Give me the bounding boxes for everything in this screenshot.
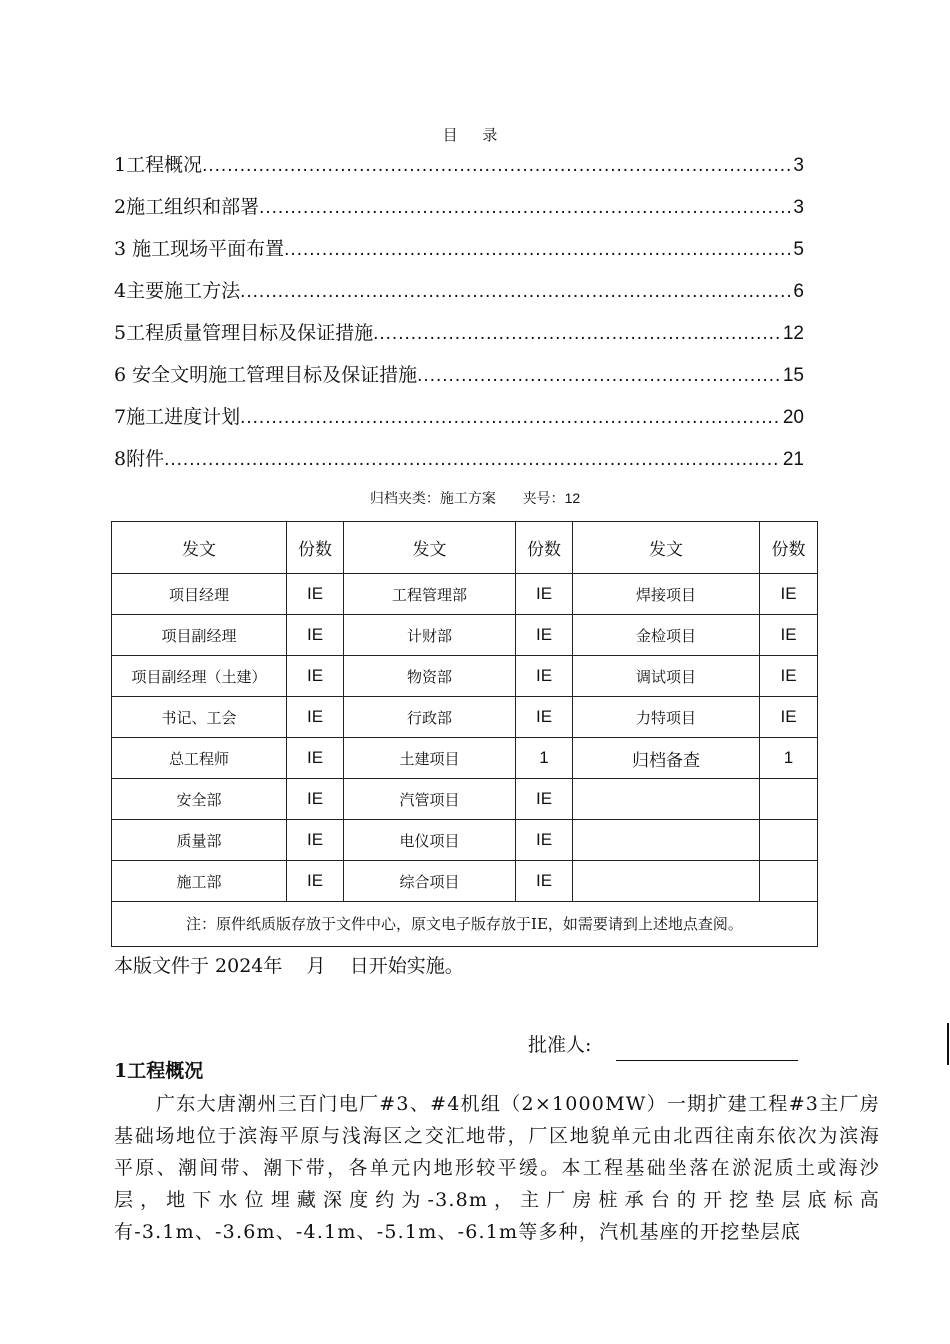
- copies-cell: IE: [287, 615, 344, 656]
- toc-entry[interactable]: [114, 234, 804, 276]
- copies-cell: 1: [516, 738, 573, 779]
- recipient-cell: [573, 820, 760, 861]
- toc-entry-page: 5: [793, 239, 804, 260]
- copies-cell: IE: [516, 615, 573, 656]
- toc-leader: [259, 193, 791, 223]
- toc-entry[interactable]: [114, 276, 804, 318]
- table-header-row: [112, 522, 818, 574]
- copies-cell: 1: [760, 738, 818, 779]
- section-paragraph: 广东大唐潮州三百门电厂#3、#4机组（2×1000MW）一期扩建工程#3主厂房基础场地位于滨海平原与浅海区之交汇地带，厂区地貌单元由北西往南东依次为滨海平原、潮间带、潮下带，各单元内地形较平缓。本工程基础坐落在淤泥质土或海沙层，地下水位埋藏深度约为-3.8m，主厂房桩承台的开挖垫层底标高有-3.1m、-3.6m、-4.1m、-5.1m、-6.1m等多种，汽机基座的开挖垫层底: [114, 1093, 880, 1243]
- toc-entry-label: 8附件: [114, 448, 165, 470]
- column-header: 发文: [112, 522, 287, 574]
- archive-category: 归档夹类：施工方案: [369, 491, 496, 507]
- copies-cell: IE: [516, 820, 573, 861]
- toc-leader: [284, 235, 791, 265]
- toc-leader: [240, 403, 781, 433]
- archive-folder-number: 12: [564, 490, 581, 506]
- toc-entry-label: 3 施工现场平面布置: [114, 238, 285, 260]
- toc-entry-page: 20: [782, 407, 804, 428]
- approval-label: 批准人:: [528, 1034, 592, 1056]
- recipient-cell: 项目副经理: [112, 615, 287, 656]
- archive-info: [0, 488, 950, 508]
- copies-cell: IE: [287, 738, 344, 779]
- recipient-cell: 电仪项目: [344, 820, 516, 861]
- recipient-cell: 力特项目: [573, 697, 760, 738]
- table-row: [112, 656, 818, 697]
- toc-entry-label: 4主要施工方法: [114, 280, 241, 302]
- recipient-cell: 综合项目: [344, 861, 516, 902]
- toc-entry-label: 1工程概况: [114, 154, 203, 176]
- copies-cell: IE: [287, 820, 344, 861]
- toc-leader: [164, 445, 781, 475]
- toc-entry-page: 6: [793, 281, 804, 302]
- toc-entry-page: 21: [782, 449, 804, 470]
- copies-cell: IE: [287, 779, 344, 820]
- recipient-cell: 土建项目: [344, 738, 516, 779]
- toc-entry-page: 15: [782, 365, 804, 386]
- table-of-contents: [114, 150, 804, 486]
- column-header: 发文: [344, 522, 516, 574]
- toc-entry[interactable]: [114, 360, 804, 402]
- toc-leader: [202, 151, 791, 181]
- copies-cell: IE: [516, 574, 573, 615]
- toc-entry[interactable]: [114, 318, 804, 360]
- recipient-cell: 项目经理: [112, 574, 287, 615]
- toc-leader: [240, 277, 791, 307]
- recipient-cell: 质量部: [112, 820, 287, 861]
- section-heading: 1工程概况: [114, 1060, 204, 1082]
- toc-entry-label: 7施工进度计划: [114, 406, 241, 428]
- recipient-cell: 施工部: [112, 861, 287, 902]
- copies-cell: IE: [287, 861, 344, 902]
- table-row: [112, 861, 818, 902]
- recipient-cell: 调试项目: [573, 656, 760, 697]
- distribution-table: [111, 521, 818, 947]
- copies-cell: IE: [516, 697, 573, 738]
- toc-entry-page: 3: [793, 155, 804, 176]
- copies-cell: [760, 820, 818, 861]
- table-row: [112, 615, 818, 656]
- recipient-cell: 焊接项目: [573, 574, 760, 615]
- column-header: 发文: [573, 522, 760, 574]
- toc-entry-label: 2施工组织和部署: [114, 196, 260, 218]
- table-row: [112, 779, 818, 820]
- column-header: 份数: [516, 522, 573, 574]
- table-row: [112, 697, 818, 738]
- recipient-cell: 工程管理部: [344, 574, 516, 615]
- column-header: 份数: [287, 522, 344, 574]
- column-header: 份数: [760, 522, 818, 574]
- copies-cell: [760, 861, 818, 902]
- recipient-cell: 安全部: [112, 779, 287, 820]
- copies-cell: IE: [760, 656, 818, 697]
- copies-cell: IE: [287, 574, 344, 615]
- table-note-row: [112, 902, 818, 947]
- toc-title: 目 录: [442, 126, 508, 144]
- copies-cell: IE: [287, 656, 344, 697]
- recipient-cell: 归档备查: [573, 738, 760, 779]
- archive-folder-label: 夹号：: [522, 491, 565, 507]
- toc-entry[interactable]: [114, 444, 804, 486]
- implementation-date: 本版文件于 2024年 月 日开始实施。: [114, 955, 464, 977]
- toc-leader: [373, 319, 781, 349]
- copies-cell: IE: [760, 697, 818, 738]
- recipient-cell: [573, 779, 760, 820]
- copies-cell: [760, 779, 818, 820]
- table-note: 注：原件纸质版存放于文件中心，原文电子版存放于IE，如需要请到上述地点查阅。: [112, 902, 818, 947]
- toc-entry-label: 5工程质量管理目标及保证措施: [114, 322, 374, 344]
- recipient-cell: 物资部: [344, 656, 516, 697]
- recipient-cell: [573, 861, 760, 902]
- toc-leader: [417, 361, 781, 391]
- margin-marker: [947, 1023, 949, 1065]
- toc-entry-page: 12: [782, 323, 804, 344]
- table-row: [112, 574, 818, 615]
- table-row: [112, 820, 818, 861]
- copies-cell: IE: [516, 656, 573, 697]
- copies-cell: IE: [287, 697, 344, 738]
- recipient-cell: 计财部: [344, 615, 516, 656]
- toc-entry-page: 3: [793, 197, 804, 218]
- toc-entry[interactable]: [114, 402, 804, 444]
- approval-signature-line[interactable]: [616, 1060, 798, 1061]
- recipient-cell: 项目副经理（土建）: [112, 656, 287, 697]
- recipient-cell: 总工程师: [112, 738, 287, 779]
- copies-cell: IE: [760, 574, 818, 615]
- copies-cell: IE: [516, 861, 573, 902]
- toc-entry-label: 6 安全文明施工管理目标及保证措施: [114, 364, 418, 386]
- recipient-cell: 书记、工会: [112, 697, 287, 738]
- toc-entry[interactable]: [114, 192, 804, 234]
- copies-cell: IE: [760, 615, 818, 656]
- recipient-cell: 金检项目: [573, 615, 760, 656]
- recipient-cell: 汽管项目: [344, 779, 516, 820]
- recipient-cell: 行政部: [344, 697, 516, 738]
- table-row: [112, 738, 818, 779]
- toc-entry[interactable]: [114, 150, 804, 192]
- copies-cell: IE: [516, 779, 573, 820]
